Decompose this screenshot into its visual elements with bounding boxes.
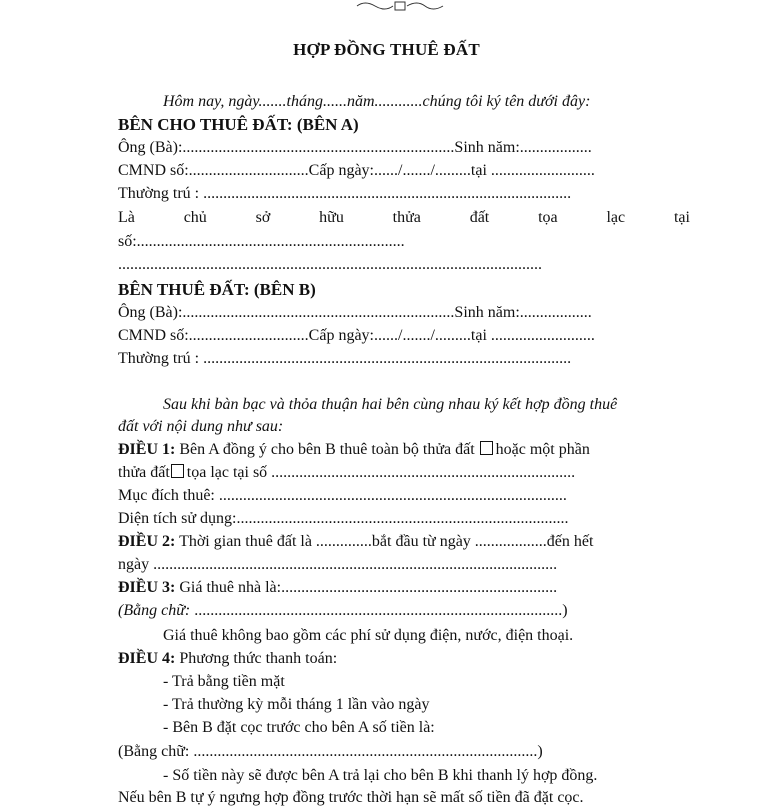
payment-item: - Bên B đặt cọc trước cho bên A số tiền là: [163,719,435,736]
article-1-line-2 [118,462,690,484]
intro-line: Hôm nay, ngày.......tháng......năm............chúng tôi ký tên dưới đây: [163,93,591,110]
refund-line-1: - Số tiền này sẽ được bên A trả lại cho bên B khi thanh lý hợp đồng. [163,767,598,784]
article-3-line [118,577,690,599]
owner-word: Là [118,209,135,226]
article-3-words-fill: ............................................................................................) [194,602,568,619]
whole-plot-checkbox[interactable] [480,441,493,455]
party-b-heading: BÊN THUÊ ĐẤT: (BÊN B) [118,280,316,299]
article-1-text-c: thửa đất [118,464,170,481]
party-a-heading: BÊN CHO THUÊ ĐẤT: (BÊN A) [118,115,359,134]
exclusion-line: Giá thuê không bao gồm các phí sử dụng điện, nước, điện thoại. [163,627,574,644]
article-1-text-b: hoặc một phần [495,441,590,458]
article-4-label: ĐIỀU 4: [118,650,176,667]
article-3-words-line [118,600,690,622]
article-1-text-d: tọa lạc tại số ............................................................................ [186,464,576,481]
article-3-label: ĐIỀU 3: [118,579,176,596]
party-b-residence-line: Thường trú : ............................................................................................ [118,350,572,367]
article-2-line-2: ngày ..................................................................................................... [118,556,558,573]
party-a-id-line: CMND số:..............................Cấp ngày:....../......./.........tại .......................... [118,162,595,179]
refund-line-2: Nếu bên B tự ý ngưng hợp đồng trước thời hạn sẽ mất số tiền đã đặt cọc. [118,789,584,806]
party-b-name-line: Ông (Bà):....................................................................Sinh năm:.................. [118,304,592,321]
owner-word: lạc [606,209,626,226]
party-a-number-line: số:................................................................... [118,233,405,250]
owner-word: thửa [392,209,421,226]
party-a-owner-line [118,207,690,229]
article-1-text-a: Bên A đồng ý cho bên B thuê toàn bộ thửa đất [179,441,475,458]
document-title: HỢP ĐỒNG THUÊ ĐẤT [293,40,480,59]
owner-word: tọa [538,209,558,226]
purpose-line: Mục đích thuê: ....................................................................................... [118,487,567,504]
owner-word: chủ [183,209,207,226]
party-a-blank-line: .......................................................................................................... [118,256,542,273]
agreement-line-2: đất với nội dung như sau: [118,418,284,435]
article-2-label: ĐIỀU 2: [118,533,176,550]
party-b-id-line: CMND số:..............................Cấp ngày:....../......./.........tại .......................... [118,327,595,344]
payment-item: - Trả bằng tiền mặt [163,673,285,690]
owner-word: tại [673,209,690,226]
owner-word: đất [469,209,490,226]
article-3-words-label: (Bằng chữ: [118,602,191,619]
article-1-line-1 [118,439,690,461]
owner-word: hữu [319,209,344,226]
article-3-text: Giá thuê nhà là:..................................................................... [179,579,558,596]
article-4-text: Phương thức thanh toán: [179,650,338,667]
payment-item: - Trả thường kỳ mỗi tháng 1 lần vào ngày [163,696,430,713]
deposit-words-line: (Bằng chữ: ......................................................................................) [118,743,543,760]
party-a-residence-line: Thường trú : ............................................................................................ [118,185,572,202]
owner-word: sở [255,209,271,226]
article-1-label: ĐIỀU 1: [118,441,176,458]
article-4-line [118,648,690,670]
article-2-text: Thời gian thuê đất là ..............bắt đầu từ ngày ..................đến hết [179,533,594,550]
party-a-name-line: Ông (Bà):....................................................................Sinh năm:.................. [118,139,592,156]
agreement-line-1: Sau khi bàn bạc và thỏa thuận hai bên cùng nhau ký kết hợp đồng thuê [163,396,618,413]
article-2-line-1 [118,531,690,553]
area-line: Diện tích sử dụng:................................................................................... [118,510,569,527]
header-ornament [355,0,445,12]
partial-plot-checkbox[interactable] [171,464,184,478]
